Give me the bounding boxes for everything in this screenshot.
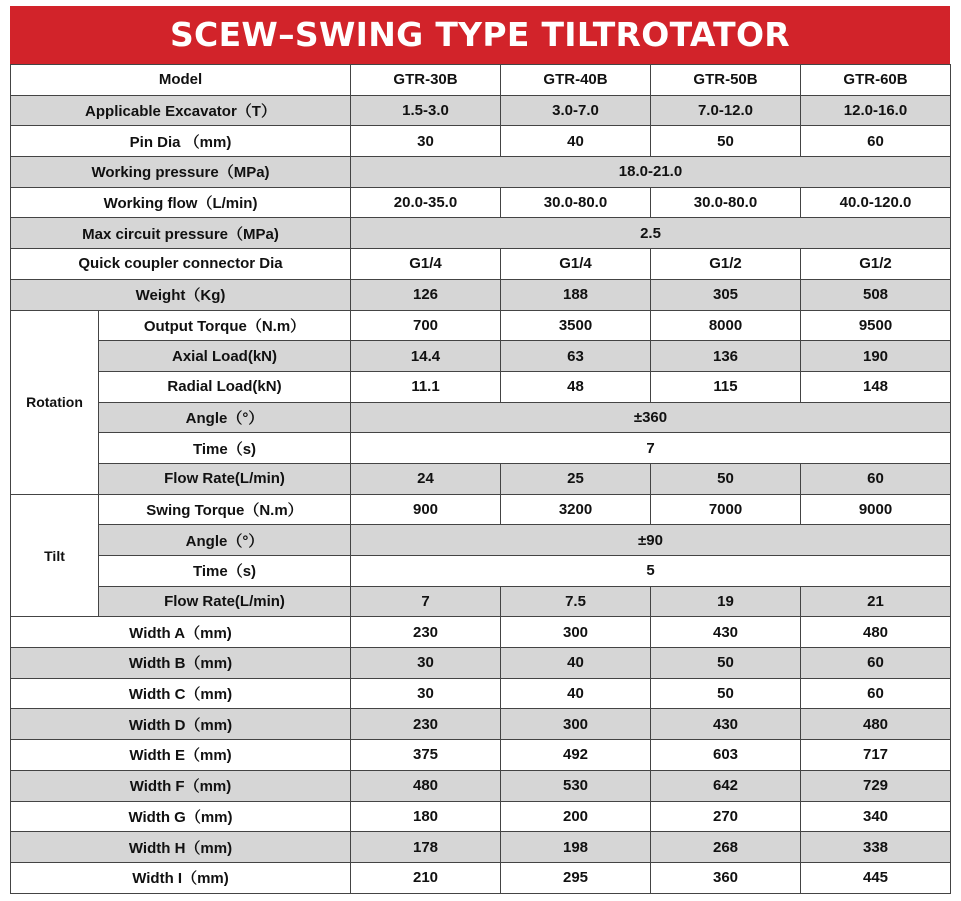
spec-value-gtr-30b: 230 [351,709,501,740]
spec-row [11,95,951,126]
spec-value-gtr-60b: 729 [801,770,951,801]
spec-value-gtr-40b: 198 [501,832,651,863]
spec-value-gtr-40b: 63 [501,341,651,372]
spec-value-gtr-40b: 492 [501,740,651,771]
spec-value-gtr-60b: 717 [801,740,951,771]
spec-label: Radial Load(kN) [99,371,351,402]
spec-label: Width H（mm) [11,832,351,863]
spec-value-gtr-30b: 11.1 [351,371,501,402]
spec-value-gtr-60b: 12.0-16.0 [801,95,951,126]
spec-row [11,740,951,771]
spec-row [11,157,951,188]
spec-value-gtr-50b: 268 [651,832,801,863]
spec-value-gtr-40b: 3500 [501,310,651,341]
spec-label: Width G（mm) [11,801,351,832]
spec-value-gtr-40b: 7.5 [501,586,651,617]
spec-value-gtr-40b: 300 [501,709,651,740]
spec-value-gtr-60b: 338 [801,832,951,863]
spec-value-gtr-40b: 48 [501,371,651,402]
spec-value-gtr-50b: 430 [651,709,801,740]
spec-row [11,832,951,863]
spec-value-merged: ±360 [351,402,951,433]
spec-row [11,402,951,433]
spec-value-gtr-50b: 642 [651,770,801,801]
spec-label: Width D（mm) [11,709,351,740]
spec-label: Width C（mm) [11,678,351,709]
spec-value-gtr-40b: 295 [501,862,651,893]
spec-row [11,126,951,157]
spec-label: Swing Torque（N.m） [99,494,351,525]
spec-label: Output Torque（N.m） [99,310,351,341]
spec-label: Weight（Kg) [11,279,351,310]
spec-value-gtr-50b: 270 [651,801,801,832]
spec-value-gtr-50b: 136 [651,341,801,372]
spec-value-gtr-30b: 14.4 [351,341,501,372]
spec-value-gtr-40b: 200 [501,801,651,832]
spec-value-gtr-30b: G1/4 [351,249,501,280]
spec-row [11,709,951,740]
spec-value-gtr-40b: 188 [501,279,651,310]
model-header-gtr-30b: GTR-30B [351,65,501,96]
spec-value-gtr-60b: 60 [801,463,951,494]
spec-label: Width I（mm) [11,862,351,893]
spec-value-gtr-60b: 40.0-120.0 [801,187,951,218]
spec-value-gtr-50b: 7.0-12.0 [651,95,801,126]
header-row [11,65,951,96]
tilt-group-label: Tilt [11,494,99,617]
spec-row [11,648,951,679]
spec-value-gtr-60b: 60 [801,678,951,709]
spec-label: Angle（°） [99,525,351,556]
spec-value-gtr-30b: 30 [351,678,501,709]
spec-label: Width A（mm) [11,617,351,648]
spec-value-gtr-60b: 508 [801,279,951,310]
spec-value-gtr-60b: 60 [801,648,951,679]
spec-label: Width B（mm) [11,648,351,679]
spec-value-merged: 2.5 [351,218,951,249]
spec-value-gtr-60b: 21 [801,586,951,617]
spec-label: Working pressure（MPa) [11,157,351,188]
spec-value-gtr-50b: 603 [651,740,801,771]
spec-row [11,556,951,587]
model-header-label: Model [11,65,351,96]
spec-value-gtr-60b: 480 [801,617,951,648]
spec-value-gtr-50b: 50 [651,126,801,157]
spec-row [11,433,951,464]
spec-row [11,249,951,280]
spec-value-gtr-50b: 360 [651,862,801,893]
spec-row [11,525,951,556]
spec-value-gtr-30b: 24 [351,463,501,494]
spec-value-gtr-30b: 20.0-35.0 [351,187,501,218]
spec-value-gtr-30b: 900 [351,494,501,525]
spec-value-gtr-60b: 9500 [801,310,951,341]
spec-value-gtr-30b: 126 [351,279,501,310]
spec-label: Width E（mm) [11,740,351,771]
spec-label: Max circuit pressure（MPa) [11,218,351,249]
spec-value-gtr-60b: 445 [801,862,951,893]
spec-row [11,187,951,218]
spec-value-merged: 7 [351,433,951,464]
spec-value-gtr-50b: 50 [651,678,801,709]
spec-row [11,218,951,249]
spec-label: Flow Rate(L/min) [99,463,351,494]
spec-row [11,586,951,617]
spec-row [11,341,951,372]
spec-value-gtr-30b: 480 [351,770,501,801]
spec-value-gtr-40b: 40 [501,678,651,709]
spec-value-gtr-50b: 305 [651,279,801,310]
spec-label: Axial Load(kN) [99,341,351,372]
spec-value-gtr-30b: 30 [351,648,501,679]
model-header-gtr-40b: GTR-40B [501,65,651,96]
spec-value-gtr-50b: G1/2 [651,249,801,280]
spec-value-gtr-40b: 530 [501,770,651,801]
spec-value-gtr-30b: 30 [351,126,501,157]
spec-sheet [10,6,950,894]
spec-value-gtr-30b: 375 [351,740,501,771]
spec-row [11,678,951,709]
spec-row [11,862,951,893]
spec-value-gtr-60b: G1/2 [801,249,951,280]
spec-label: Pin Dia （mm) [11,126,351,157]
spec-value-gtr-40b: 40 [501,648,651,679]
model-header-gtr-50b: GTR-50B [651,65,801,96]
spec-table [10,64,951,894]
spec-value-gtr-50b: 430 [651,617,801,648]
spec-value-gtr-50b: 115 [651,371,801,402]
spec-row [11,801,951,832]
spec-row [11,371,951,402]
spec-value-gtr-60b: 340 [801,801,951,832]
spec-value-gtr-40b: 3200 [501,494,651,525]
spec-label: Time（s) [99,556,351,587]
spec-table-body [11,65,951,894]
spec-value-gtr-40b: 30.0-80.0 [501,187,651,218]
spec-value-gtr-40b: G1/4 [501,249,651,280]
spec-row [11,310,951,341]
spec-label: Angle（°） [99,402,351,433]
spec-label: Width F（mm) [11,770,351,801]
spec-value-gtr-50b: 19 [651,586,801,617]
spec-value-merged: ±90 [351,525,951,556]
spec-row [11,770,951,801]
title-banner: SCEW–SWING TYPE TILTROTATOR [10,6,950,64]
spec-value-gtr-40b: 40 [501,126,651,157]
spec-row [11,617,951,648]
spec-row [11,279,951,310]
spec-label: Time（s) [99,433,351,464]
spec-value-gtr-30b: 180 [351,801,501,832]
spec-value-gtr-50b: 8000 [651,310,801,341]
spec-label: Quick coupler connector Dia [11,249,351,280]
spec-value-gtr-60b: 190 [801,341,951,372]
spec-value-gtr-30b: 210 [351,862,501,893]
spec-row [11,494,951,525]
spec-value-gtr-40b: 300 [501,617,651,648]
spec-label: Applicable Excavator（T） [11,95,351,126]
rotation-group-label: Rotation [11,310,99,494]
spec-row [11,463,951,494]
spec-value-gtr-30b: 178 [351,832,501,863]
spec-value-merged: 18.0-21.0 [351,157,951,188]
spec-value-merged: 5 [351,556,951,587]
spec-value-gtr-40b: 3.0-7.0 [501,95,651,126]
spec-value-gtr-60b: 148 [801,371,951,402]
spec-value-gtr-40b: 25 [501,463,651,494]
spec-value-gtr-30b: 230 [351,617,501,648]
spec-value-gtr-50b: 50 [651,463,801,494]
spec-label: Working flow（L/min) [11,187,351,218]
spec-value-gtr-50b: 50 [651,648,801,679]
spec-label: Flow Rate(L/min) [99,586,351,617]
spec-value-gtr-30b: 1.5-3.0 [351,95,501,126]
spec-value-gtr-60b: 9000 [801,494,951,525]
model-header-gtr-60b: GTR-60B [801,65,951,96]
spec-value-gtr-30b: 7 [351,586,501,617]
spec-value-gtr-50b: 30.0-80.0 [651,187,801,218]
spec-value-gtr-30b: 700 [351,310,501,341]
spec-value-gtr-50b: 7000 [651,494,801,525]
spec-value-gtr-60b: 60 [801,126,951,157]
spec-value-gtr-60b: 480 [801,709,951,740]
